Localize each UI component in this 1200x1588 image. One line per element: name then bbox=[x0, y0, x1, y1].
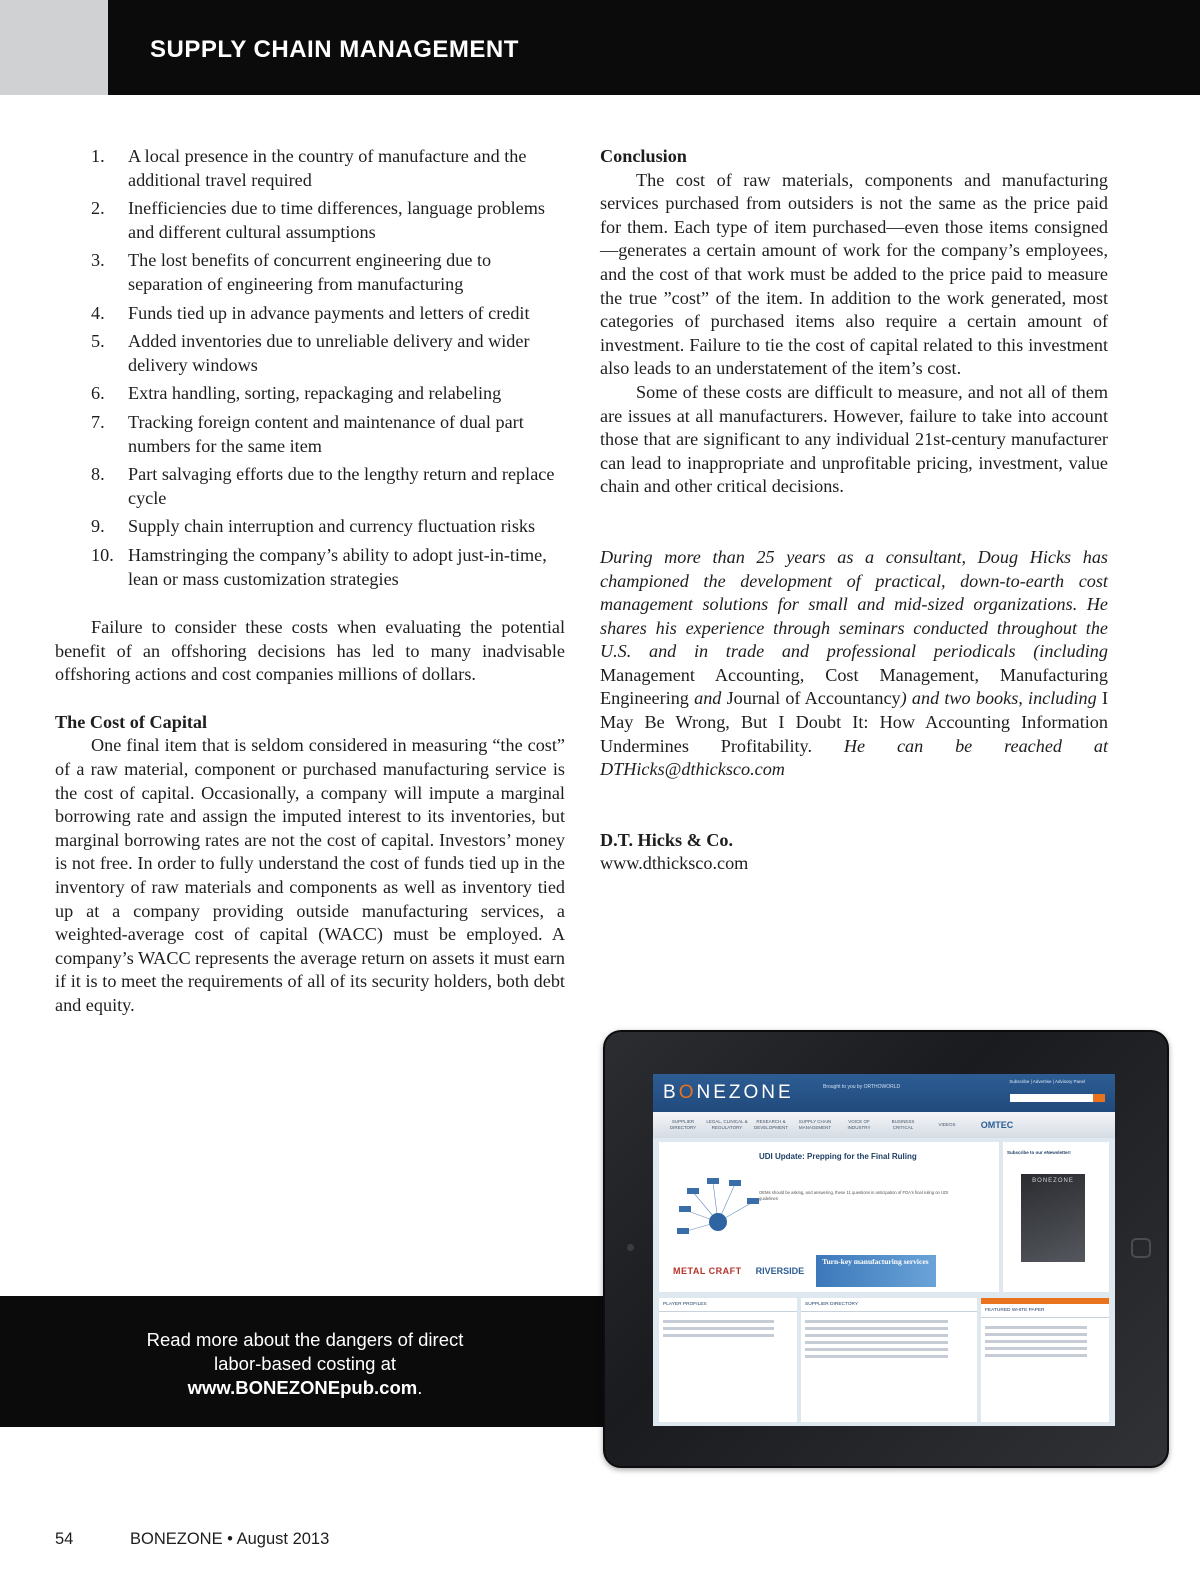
list-text: Tracking foreign content and maintenance of dual part numbers for the same item bbox=[128, 411, 524, 456]
list-text: Funds tied up in advance payments and letters of credit bbox=[128, 302, 530, 323]
right-column bbox=[600, 145, 1108, 876]
section-title: SUPPLY CHAIN MANAGEMENT bbox=[150, 36, 519, 63]
screen-logo: BONEZONE bbox=[663, 1082, 794, 1103]
bio-text-3: ) and two books, including bbox=[900, 688, 1102, 709]
list-item bbox=[91, 382, 565, 406]
list-number: 10. bbox=[91, 544, 114, 565]
screen-nav-item: SUPPLIER DIRECTORY bbox=[669, 1119, 697, 1130]
screen-magazine-cover: BONEZONE bbox=[1021, 1174, 1085, 1262]
list-number: 5. bbox=[91, 331, 105, 352]
promo-box bbox=[0, 1296, 603, 1427]
bio-book-title: I May Be Wrong, But I Doubt It: How Accounting Information Undermines Profitability. bbox=[600, 688, 1108, 756]
screen-diagram bbox=[673, 1172, 763, 1252]
list-text: A local presence in the country of manufacture and the additional travel required bbox=[128, 146, 527, 190]
screen-snippet: OEMs should be asking, and answering, these 11 questions in anticipation of FDA's final ruling on UDI guidelines bbox=[759, 1190, 949, 1201]
author-bio bbox=[600, 546, 1108, 782]
bio-text-2: and bbox=[688, 688, 727, 709]
screen-nav-item: VIDEOS bbox=[938, 1122, 956, 1127]
page-footer bbox=[55, 1530, 329, 1549]
left-column bbox=[55, 145, 565, 1018]
tablet-screen bbox=[653, 1074, 1115, 1426]
screen-header bbox=[653, 1074, 1115, 1112]
screen-nav-item: SUPPLY CHAIN MANAGEMENT bbox=[798, 1119, 832, 1130]
screen-nav-item: RESEARCH & DEVELOPMENT bbox=[753, 1119, 788, 1130]
company-url[interactable]: www.dthicksco.com bbox=[600, 853, 749, 874]
offshoring-cost-list bbox=[91, 145, 565, 591]
ad-riverside: RIVERSIDE bbox=[755, 1266, 805, 1276]
conclusion-paragraph-2: Some of these costs are difficult to measure, and not all of them are issues at all manufacturers. However, failure to take into account those that are significant to any individual 21st-century manufacturer can lead to inappropriate and unprofitable pricing, investment, value chain and other critical decisions. bbox=[600, 381, 1108, 497]
list-number: 3. bbox=[91, 250, 105, 271]
screen-panel-profiles: PLAYER PROFILES bbox=[659, 1298, 797, 1422]
promo-line-1: Read more about the dangers of direct bbox=[146, 1329, 464, 1350]
tablet-home-button bbox=[1131, 1238, 1151, 1258]
list-text: Extra handling, sorting, repackaging and relabeling bbox=[128, 383, 502, 404]
list-number: 2. bbox=[91, 198, 105, 219]
list-number: 9. bbox=[91, 516, 105, 537]
list-text: Inefficiencies due to time differences, language problems and different cultural assumptions bbox=[128, 198, 545, 242]
screen-sidebar bbox=[1003, 1142, 1109, 1292]
screen-main-feature bbox=[659, 1142, 999, 1292]
company-name: D.T. Hicks & Co. bbox=[600, 829, 734, 850]
promo-line-2: labor-based costing at bbox=[213, 1353, 397, 1374]
list-item bbox=[91, 330, 565, 377]
tablet-image bbox=[603, 1030, 1169, 1468]
list-number: 7. bbox=[91, 411, 105, 432]
failure-paragraph: Failure to consider these costs when evaluating the potential benefit of an offshoring decisions has led to many inadvisable offshoring actions and cost companies millions of dollars. bbox=[55, 617, 565, 685]
list-number: 1. bbox=[91, 146, 105, 166]
cost-of-capital-paragraph: One final item that is seldom considered in measuring “the cost” of a raw material, component or purchased manufacturing service is the cost of capital. Occasionally, a company will impute a marginal borrowing rate and assign the imputed interest to its inventories, but marginal borrowing rates are not the cost of capital. Investors’ money is not free. In order to fully understand the cost of funds tied up in the inventory of raw materials and components as well as inventory tied up at a company providing outside manufacturing services, a weighted-average cost of capital (WACC) must be employed. A company’s WACC represents the average return on assets it must earn if it is to meet the requirements of all of its security holders, both debt and equity. bbox=[55, 735, 565, 1015]
list-item bbox=[91, 249, 565, 296]
screen-nav-item: BUSINESS CRITICAL bbox=[891, 1119, 915, 1130]
list-item bbox=[91, 515, 565, 539]
ad-metalcraft: METAL CRAFT bbox=[673, 1266, 742, 1276]
screen-nav-item: LEGAL, CLINICAL & REGULATORY bbox=[706, 1119, 748, 1130]
list-item bbox=[91, 145, 565, 192]
header-gray-block bbox=[0, 0, 108, 95]
screen-headline: UDI Update: Prepping for the Final Ruling bbox=[759, 1152, 917, 1161]
promo-period: . bbox=[417, 1377, 423, 1398]
list-item bbox=[91, 544, 565, 591]
list-text: Added inventories due to unreliable delivery and wider delivery windows bbox=[128, 331, 530, 375]
conclusion-paragraph-1: The cost of raw materials, components and manufacturing services purchased from outsiders is not the same as the price paid for them. Each type of item purchased—even those items consigned—generates a certain amount of work for the company’s employees, and the cost of that work must be added to the price paid to measure the true ”cost” of the item. In addition to the work generated, most categories of purchased items also require a certain amount of investment. Failure to tie the cost of capital related to this investment also leads to an understatement of the item’s cost. bbox=[600, 169, 1108, 379]
screen-nav-brand: OMTEC bbox=[980, 1120, 1014, 1130]
tablet-camera bbox=[627, 1244, 634, 1251]
screen-search-box bbox=[1010, 1094, 1105, 1102]
list-item bbox=[91, 463, 565, 510]
header-bar bbox=[108, 0, 1200, 95]
screen-bottom-panels bbox=[659, 1298, 1109, 1422]
bio-text-1: During more than 25 years as a consultant, Doug Hicks has championed the development of practical, down-to-earth cost management solutions for small and mid-sized organizations. He shares his experience through seminars conducted throughout the U.S. and in trade and professional periodicals (including bbox=[600, 546, 1108, 662]
conclusion-heading: Conclusion bbox=[600, 146, 687, 166]
screen-nav-item: VOICE OF INDUSTRY bbox=[847, 1119, 871, 1130]
list-text: Hamstringing the company’s ability to adopt just-in-time, lean or mass customization strategies bbox=[128, 544, 547, 589]
screen-panel-directory: SUPPLIER DIRECTORY bbox=[801, 1298, 977, 1422]
screen-top-links: Subscribe | Advertise | Advisory Panel bbox=[1009, 1079, 1085, 1084]
list-number: 6. bbox=[91, 383, 105, 404]
publication-info: BONEZONE • August 2013 bbox=[130, 1530, 330, 1548]
list-number: 4. bbox=[91, 302, 105, 323]
list-text: Part salvaging efforts due to the lengthy return and replace cycle bbox=[128, 464, 555, 508]
screen-panel-whitepaper: FEATURED WHITE PAPER bbox=[981, 1298, 1109, 1422]
list-item bbox=[91, 302, 565, 326]
list-number: 8. bbox=[91, 464, 105, 485]
list-item bbox=[91, 411, 565, 458]
screen-ad-banner bbox=[673, 1254, 989, 1288]
page-number: 54 bbox=[55, 1530, 74, 1548]
bio-contact: He can be reached at DTHicks@dthicksco.com bbox=[600, 735, 1108, 780]
list-item bbox=[91, 197, 565, 244]
ad-turnkey: Turn-key manufacturing services bbox=[816, 1255, 936, 1287]
bio-publications: Management Accounting, Cost Management, Manufacturing Engineering bbox=[600, 664, 1108, 709]
screen-subscribe: Subscribe to our eNewsletter! bbox=[1007, 1150, 1071, 1155]
screen-tagline: Brought to you by ORTHOWORLD bbox=[823, 1084, 901, 1090]
screen-nav bbox=[653, 1112, 1115, 1138]
list-text: Supply chain interruption and currency fluctuation risks bbox=[128, 516, 536, 537]
cost-of-capital-heading: The Cost of Capital bbox=[55, 711, 208, 732]
promo-url-link[interactable]: www.BONEZONEpub.com bbox=[187, 1377, 418, 1398]
list-text: The lost benefits of concurrent engineering due to separation of engineering from manufacturing bbox=[128, 250, 492, 294]
bio-journal: Journal of Accountancy bbox=[726, 688, 901, 709]
